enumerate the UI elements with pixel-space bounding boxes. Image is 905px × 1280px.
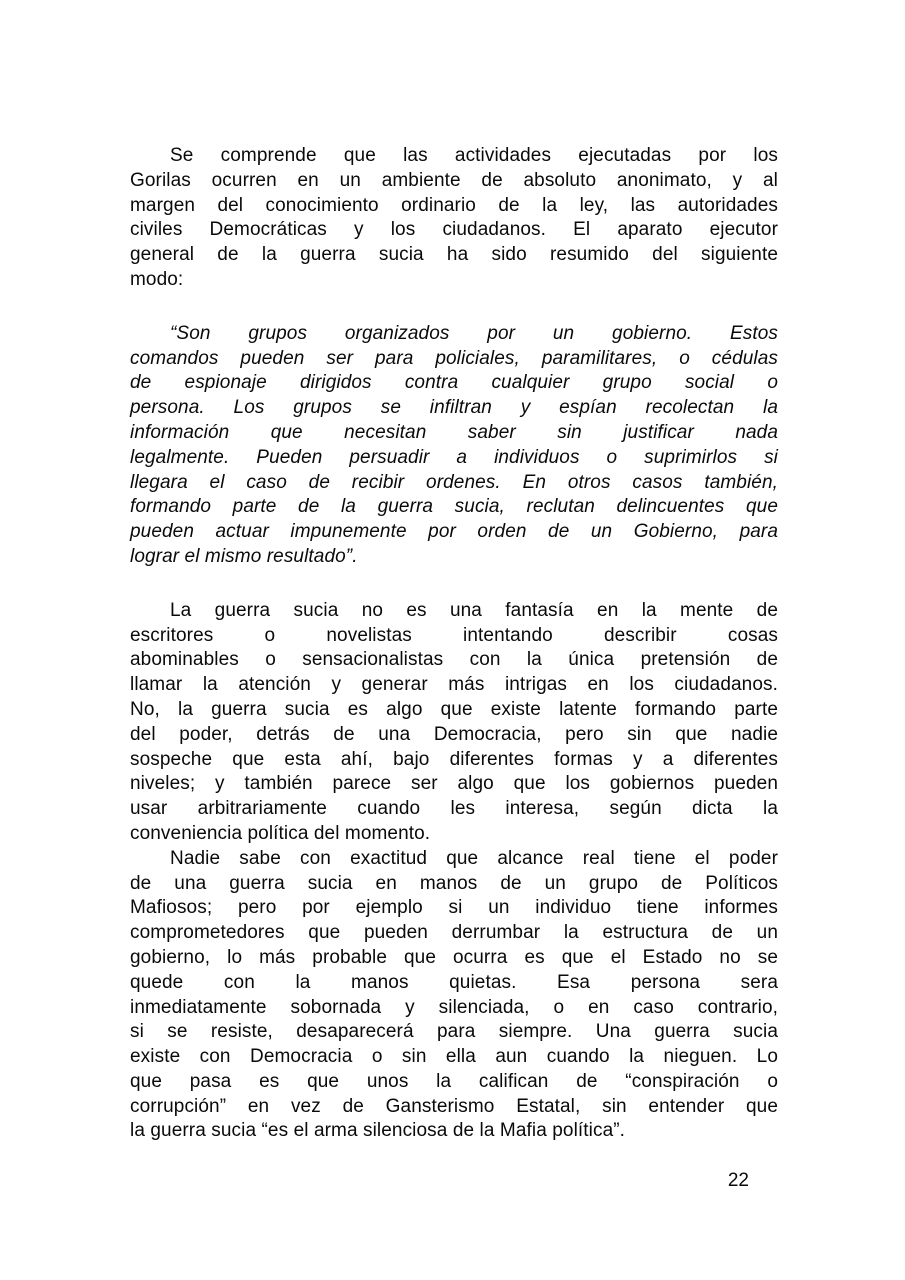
text-line: persona. Los grupos se infiltran y espían recolectan la <box>130 397 778 419</box>
text-line: que pasa es que unos la califican de “conspiración o <box>130 1070 778 1092</box>
text-line: margen del conocimiento ordinario de la ley, las autoridades <box>130 194 778 216</box>
text-line: inmediatamente sobornada y silenciada, o en caso contrario, <box>130 996 778 1018</box>
text-line: No, la guerra sucia es algo que existe latente formando parte <box>130 698 778 720</box>
text-line: corrupción” en vez de Gansterismo Estatal, sin entender que <box>130 1095 778 1117</box>
text-line: llegara el caso de recibir ordenes. En otros casos también, <box>130 471 778 493</box>
text-line: Gorilas ocurren en un ambiente de absoluto anonimato, y al <box>130 169 778 191</box>
text-line: escritores o novelistas intentando describir cosas <box>130 624 778 646</box>
body-paragraph <box>130 599 778 847</box>
text-line: comprometedores que pueden derrumbar la estructura de un <box>130 922 778 944</box>
text-line: Se comprende que las actividades ejecutadas por los <box>170 145 778 166</box>
text-line: conveniencia política del momento. <box>130 822 431 844</box>
text-line: Mafiosos; pero por ejemplo si un individuo tiene informes <box>130 897 778 919</box>
quote-paragraph <box>130 322 778 570</box>
text-line: formando parte de la guerra sucia, reclutan delincuentes que <box>130 496 778 518</box>
text-line: civiles Democráticas y los ciudadanos. El aparato ejecutor <box>130 219 778 241</box>
text-line: lograr el mismo resultado”. <box>130 545 358 567</box>
text-line: quede con la manos quietas. Esa persona sera <box>130 971 778 993</box>
text-block <box>130 144 778 1144</box>
text-line: usar arbitrariamente cuando les interesa, según dicta la <box>130 798 778 820</box>
text-line: la guerra sucia “es el arma silenciosa de la Mafia política”. <box>130 1120 626 1142</box>
text-line: Nadie sabe con exactitud que alcance real tiene el poder <box>170 847 778 869</box>
body-paragraph <box>130 847 778 1145</box>
text-line: La guerra sucia no es una fantasía en la mente de <box>170 599 778 621</box>
text-line: gobierno, lo más probable que ocurra es que el Estado no se <box>130 946 778 968</box>
text-line: abominables o sensacionalistas con la única pretensión de <box>130 649 778 671</box>
text-line: sospeche que esta ahí, bajo diferentes formas y a diferentes <box>130 748 778 770</box>
body-paragraph <box>130 144 778 293</box>
text-line: del poder, detrás de una Democracia, pero sin que nadie <box>130 723 778 745</box>
text-line: de una guerra sucia en manos de un grupo de Políticos <box>130 872 778 894</box>
text-line: comandos pueden ser para policiales, paramilitares, o cédulas <box>130 347 778 369</box>
text-line: llamar la atención y generar más intrigas en los ciudadanos. <box>130 674 778 696</box>
text-line: pueden actuar impunemente por orden de un Gobierno, para <box>130 521 778 543</box>
text-line: legalmente. Pueden persuadir a individuos o suprimirlos si <box>130 446 778 468</box>
text-line: modo: <box>130 268 184 290</box>
page-number: 22 <box>727 1170 749 1191</box>
text-line: existe con Democracia o sin ella aun cuando la nieguen. Lo <box>130 1046 778 1068</box>
text-line: información que necesitan saber sin justificar nada <box>130 421 778 443</box>
text-line: de espionaje dirigidos contra cualquier grupo social o <box>130 372 778 394</box>
text-line: niveles; y también parece ser algo que los gobiernos pueden <box>130 773 778 795</box>
text-line: “Son grupos organizados por un gobierno. Estos <box>170 322 778 344</box>
text-line: si se resiste, desaparecerá para siempre. Una guerra sucia <box>130 1021 778 1043</box>
text-line: general de la guerra sucia ha sido resumido del siguiente <box>130 244 778 266</box>
